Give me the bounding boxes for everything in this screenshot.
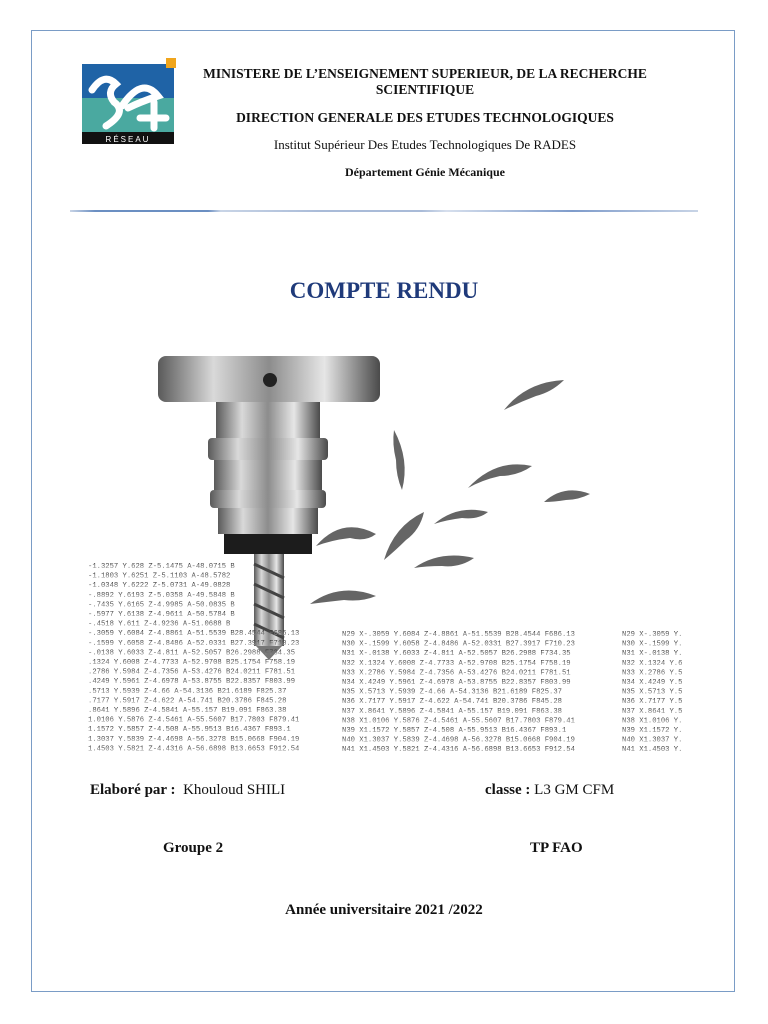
institute-heading: Institut Supérieur Des Etudes Technologiques De RADES [273,137,577,152]
class-value: L3 GM CFM [534,782,615,798]
direction-heading: DIRECTION GENERALE DES ETUDES TECHNOLOGIQUES [236,110,614,125]
gcode-line: -.3059 Y.6084 Z-4.8861 A-51.5539 B28.4544 F686.13 [88,630,300,639]
gcode-line: N33 X.2786 Y.5 [622,669,683,678]
author-name: Khouloud SHILI [183,782,286,798]
cnc-spindle-illustration [84,350,690,755]
gcode-line: 1.4503 Y.5821 Z-4.4316 A-56.6898 B13.6653 F912.54 [88,745,300,754]
gcode-line: N35 X.5713 Y.5 [622,688,683,697]
gcode-line: -.1599 Y.6058 Z-4.8486 A-52.0331 B27.3917 F710.23 [88,639,300,648]
gcode-line: N35 X.5713 Y.5939 Z-4.66 A-54.3136 B21.6189 F825.37 [342,688,562,697]
gcode-line: N39 X1.1572 Y.5857 Z-4.508 A-55.9513 B16.4367 F893.1 [342,727,567,735]
gcode-line: N36 X.7177 Y.5 [622,698,683,707]
header-divider [70,210,698,212]
gcode-line: N29 X-.3059 Y. [622,631,683,639]
gcode-line: .2786 Y.5984 Z-4.7356 A-53.4276 B24.0211 F781.51 [88,668,296,677]
gcode-line: -.8892 Y.6193 Z-5.0358 A-49.5848 B [88,591,235,600]
gcode-right-block [622,631,682,754]
ministry-line-2: SCIENTIFIQUE [375,82,475,97]
gcode-line: N40 X1.3037 Y.5839 Z-4.4698 A-56.3278 B15.0668 F904.19 [342,736,575,745]
logo-subtext: RÉSEAU [105,135,151,144]
gcode-line: -1.0348 Y.6222 Z-5.0731 A-49.0828 [88,582,231,591]
gcode-line: N41 X1.4503 Y. [622,746,683,755]
gcode-line: N38 X1.0106 Y.5876 Z-4.5461 A-55.5607 B17.7803 F879.41 [342,717,575,726]
author-line [90,782,285,799]
gcode-line: N31 X-.0138 Y.6033 Z-4.811 A-52.5057 B26.2988 F734.35 [342,650,571,659]
academic-year: Année universitaire 2021 /2022 [285,902,483,918]
gcode-line: .1324 Y.6008 Z-4.7733 A-52.9708 B25.1754 F758.19 [88,659,296,667]
gcode-line: .5713 Y.5939 Z-4.66 A-54.3136 B21.6189 F825.37 [88,687,287,696]
gcode-line: .7177 Y.5917 Z-4.622 A-54.741 B20.3786 F845.28 [88,697,287,706]
gcode-line: -.7435 Y.6165 Z-4.9985 A-50.0835 B [88,601,235,610]
gcode-line: N38 X1.0106 Y. [622,717,683,726]
gcode-line: 1.3037 Y.5839 Z-4.4698 A-56.3278 B15.0668 F904.19 [88,735,300,744]
gcode-line: N31 X-.0138 Y. [622,650,683,659]
gcode-line: N37 X.8641 Y.5896 Z-4.5841 A-55.157 B19.091 F863.38 [342,707,562,716]
gcode-line: N34 X.4249 Y.5961 Z-4.6978 A-53.8755 B22.8357 F803.99 [342,679,571,687]
gcode-line: .8641 Y.5896 Z-4.5841 A-55.157 B19.091 F863.38 [88,707,287,715]
gcode-line: N36 X.7177 Y.5917 Z-4.622 A-54.741 B20.3786 F845.28 [342,698,562,707]
gcode-line: -1.1803 Y.6251 Z-5.1103 A-48.5782 [88,572,231,581]
gcode-line: .4249 Y.5961 Z-4.6978 A-53.8755 B22.8357 F803.99 [88,678,296,687]
gcode-line: N40 X1.3037 Y. [622,736,683,745]
gcode-line: -.5977 Y.6138 Z-4.9611 A-50.5784 B [88,611,235,619]
department-heading: Département Génie Mécanique [345,165,505,179]
iset-logo-icon [82,58,178,144]
ministry-heading [190,66,660,98]
document-title: COMPTE RENDU [289,278,479,303]
gcode-middle-block [342,631,575,754]
gcode-line: -.0138 Y.6033 Z-4.811 A-52.5057 B26.2988 F734.35 [88,649,296,658]
gcode-line: 1.0106 Y.5876 Z-4.5461 A-55.5607 B17.7803 F879.41 [88,716,300,725]
gcode-line: -1.3257 Y.628 Z-5.1475 A-48.0715 B [88,563,235,571]
gcode-line: N33 X.2786 Y.5984 Z-4.7356 A-53.4276 B24.0211 F781.51 [342,669,571,678]
gcode-line: N34 X.4249 Y.5 [622,679,683,687]
gcode-line: -.4518 Y.611 Z-4.9236 A-51.0688 B [88,620,231,629]
gcode-line: N39 X1.1572 Y. [622,727,683,735]
ministry-line-1: MINISTERE DE L’ENSEIGNEMENT SUPERIEUR, DE LA RECHERCHE [203,66,647,81]
class-line [485,782,614,799]
tp-label: TP FAO [530,840,583,856]
gcode-line: N37 X.8641 Y.5 [622,707,683,716]
gcode-line: 1.1572 Y.5857 Z-4.508 A-55.9513 B16.4367 F893.1 [88,726,291,735]
group-label: Groupe 2 [163,840,224,856]
gcode-line: N30 X-.1599 Y.6058 Z-4.8486 A-52.0331 B27.3917 F710.23 [342,640,575,649]
gcode-line: N32 X.1324 Y.6008 Z-4.7733 A-52.9708 B25.1754 F758.19 [342,659,571,668]
class-label: classe : [485,782,531,798]
gcode-line: N30 X-.1599 Y. [622,640,683,649]
gcode-line: N41 X1.4503 Y.5821 Z-4.4316 A-56.6898 B13.6653 F912.54 [342,746,575,755]
gcode-line: N32 X.1324 Y.6 [622,659,683,668]
author-label: Elaboré par : [90,782,176,798]
gcode-line: N29 X-.3059 Y.6084 Z-4.8861 A-51.5539 B28.4544 F686.13 [342,631,575,639]
